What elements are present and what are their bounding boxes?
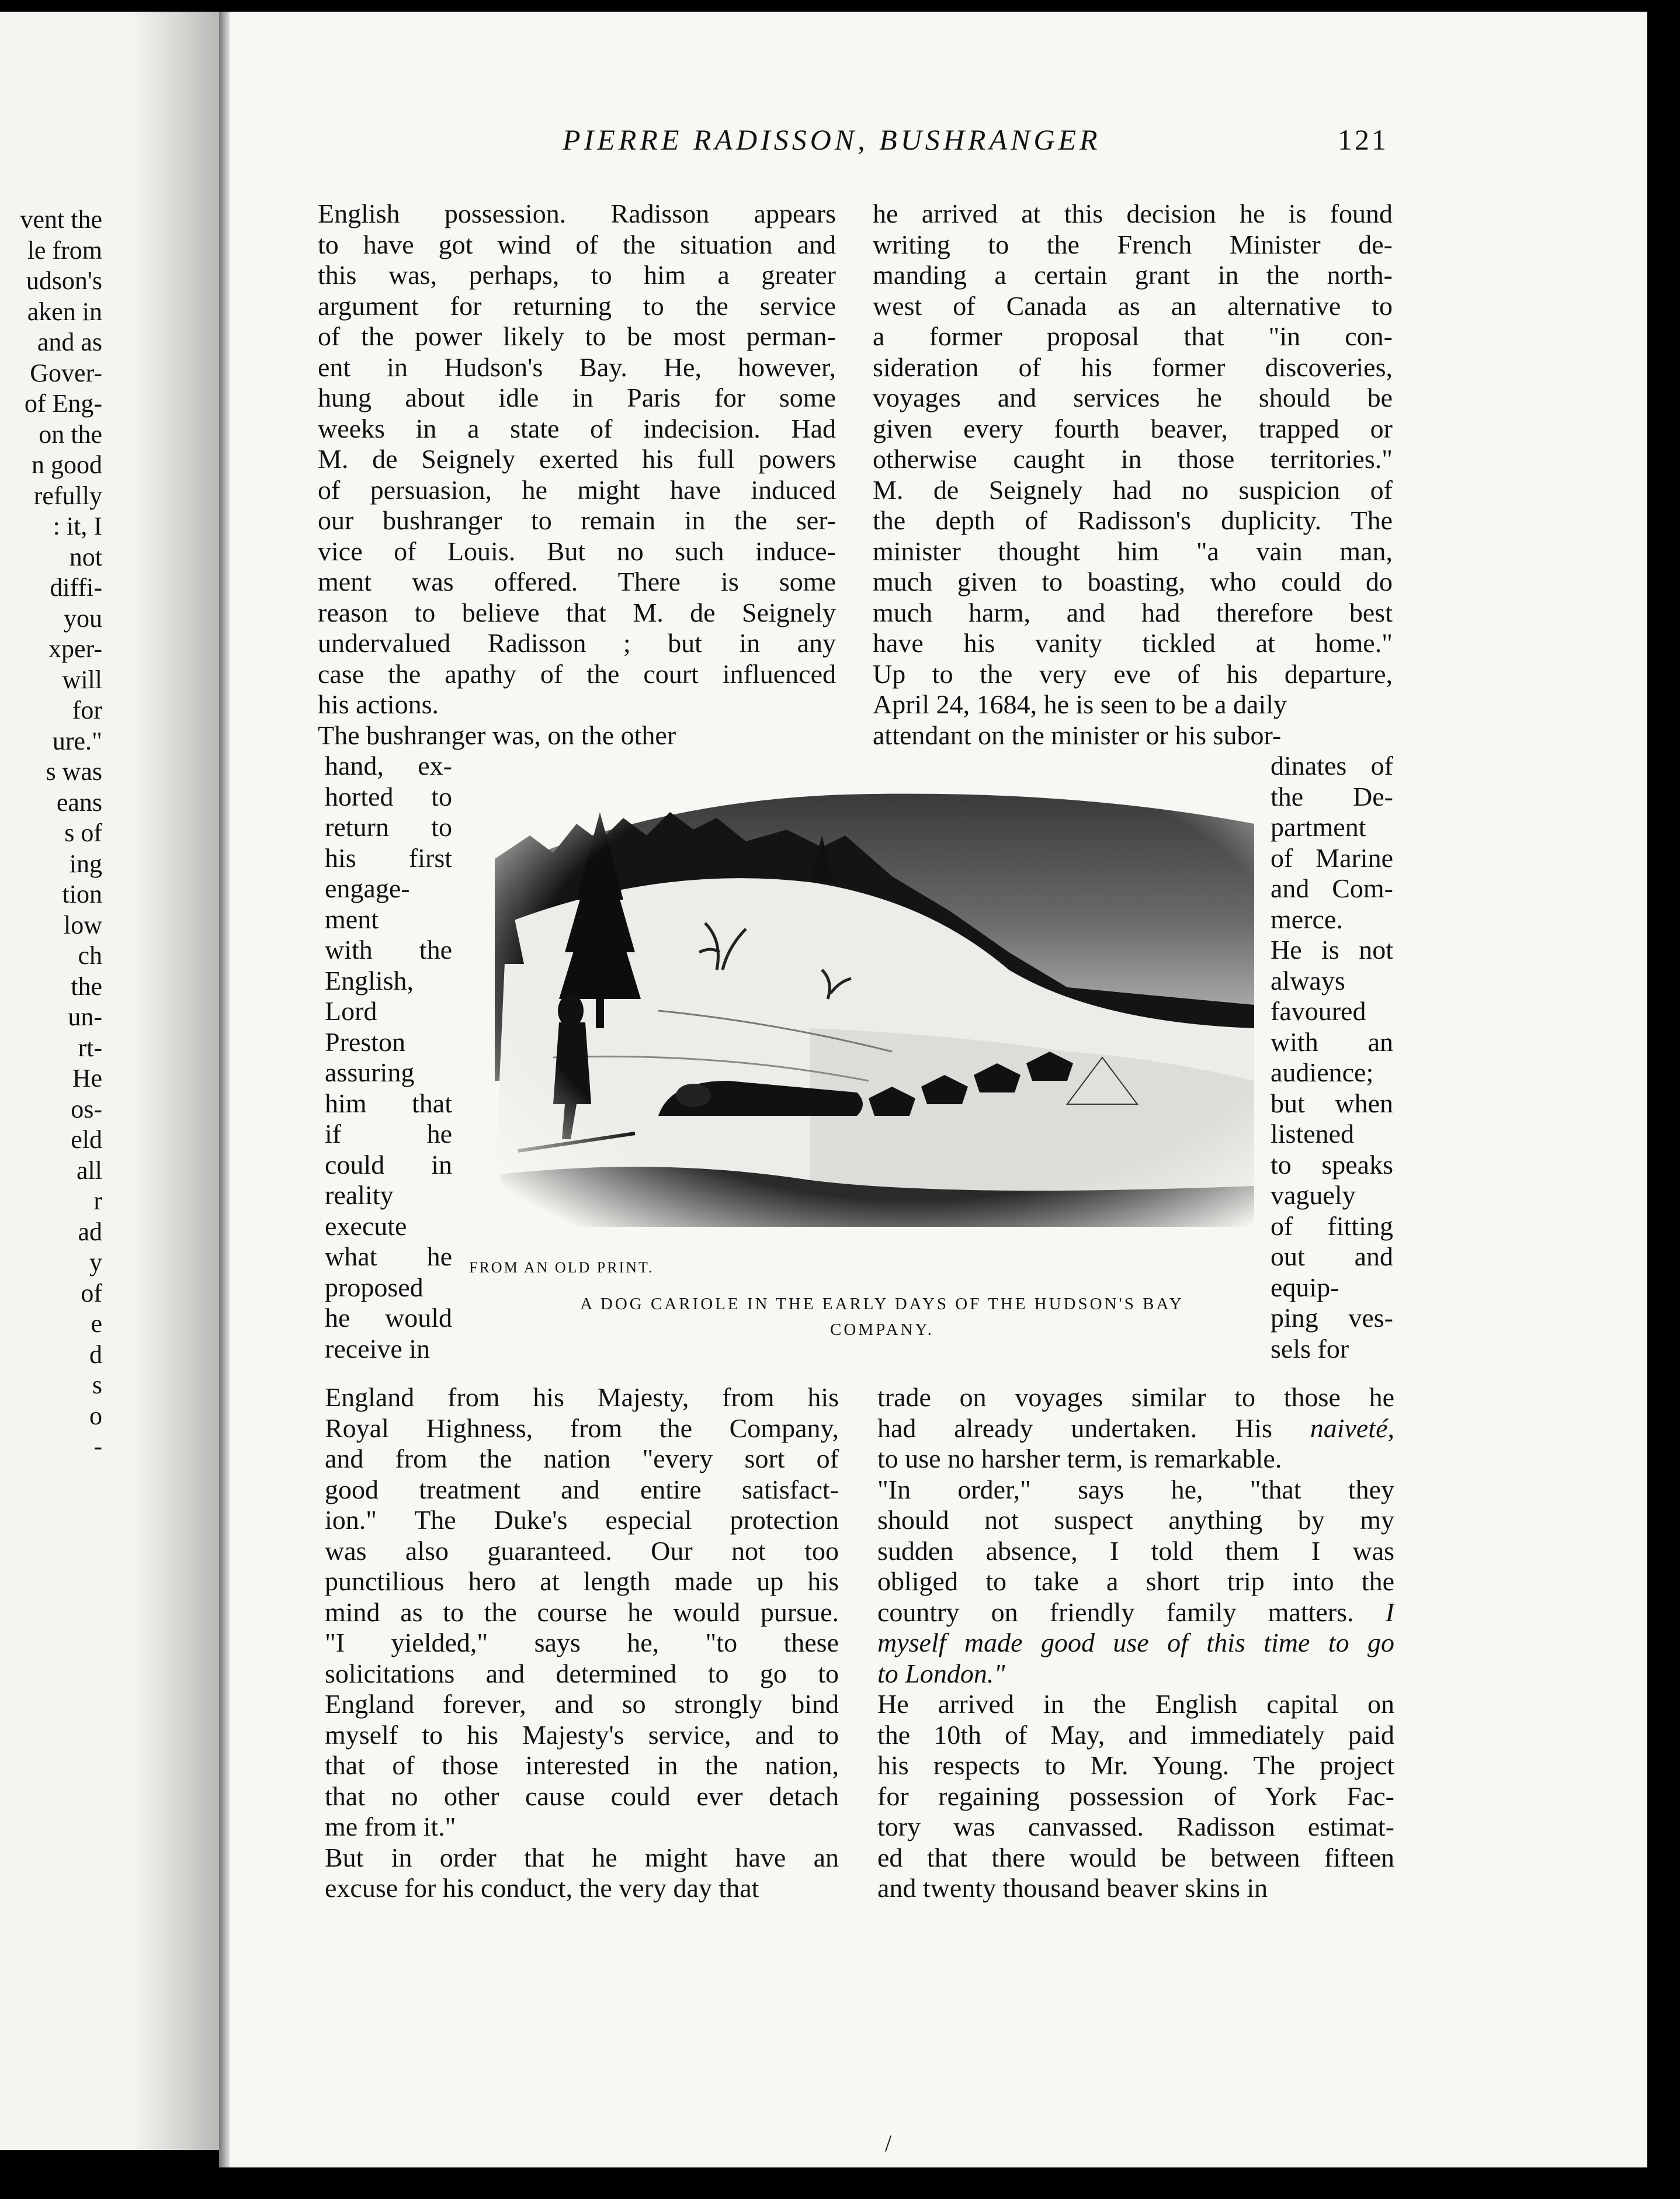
text-line: equip- [1271,1272,1339,1302]
text-line [877,1812,1394,1843]
text-line [877,1597,1394,1628]
text-line: s was [46,757,102,786]
text-line: Gover- [30,358,102,387]
text-line: He is not [1271,935,1393,965]
text-line: and Com- [1271,873,1393,903]
text-line: undervalued Radisson ; but in any [318,628,836,658]
text-run: should not suspect anything by my [877,1505,1394,1535]
text-line: weeks in a state of indecision. Had [318,413,836,443]
text-line: s [92,1371,102,1399]
text-run: tory was canvassed. Radisson estimat- [877,1812,1394,1841]
text-line: given every fourth beaver, trapped or [873,413,1393,443]
figure-caption-continued: COMPANY. [830,1320,934,1339]
text-line: of fitting [1271,1211,1393,1241]
column-1-wrap [325,751,452,1364]
text-run: had already undertaken. His [877,1413,1310,1443]
text-line: receive in [325,1333,431,1364]
text-line: audience; [1271,1057,1374,1087]
image-credit: FROM AN OLD PRINT. [469,1259,654,1276]
column-1-top [318,199,836,751]
text-line: of the power likely to be most perman- [318,321,836,351]
text-line [877,1628,1394,1659]
text-line: horted to [325,781,452,811]
text-run: obliged to take a short trip into the [877,1566,1394,1596]
column-1-bottom [325,1382,839,1904]
text-line: eans [56,788,102,817]
text-line: him that [325,1088,452,1118]
text-line: low [64,910,102,939]
text-line: could in [325,1149,452,1180]
text-line: s of [64,818,102,847]
engraving-image [483,777,1263,1227]
dog-cariole-illustration [483,777,1263,1227]
text-line [877,1413,1394,1444]
text-line: hand, ex- [325,751,452,781]
text-line: he arrived at this decision he is found [873,199,1393,228]
text-line: have his vanity tickled at home." [873,628,1393,658]
text-run: sudden absence, I told them I was [877,1535,1394,1566]
text-line: but when [1271,1088,1393,1118]
column-2-wrap [1271,751,1393,1364]
text-line: that no other cause could ever detach [325,1781,839,1811]
text-line: ure." [52,726,102,755]
text-line [877,1475,1394,1506]
text-line: English, [325,965,414,996]
text-run: "In order," says he, "that they [877,1474,1394,1504]
text-run: the 10th of May, and immediately paid [877,1719,1394,1750]
text-run: his respects to Mr. Young. The project [877,1750,1394,1780]
text-line: sideration of his former discoveries, [873,352,1393,382]
text-line [877,1750,1394,1781]
text-line: was also guaranteed. Our not too [325,1535,839,1566]
text-line: aken in [27,297,102,326]
text-line: M. de Seignely exerted his full powers [318,444,836,474]
text-line: to have got wind of the situation and [318,229,836,259]
text-line: refully [33,481,102,510]
italic-run: to London." [877,1658,1005,1688]
text-line [877,1873,1394,1904]
text-line: of persuasion, he might have induced [318,474,836,505]
text-line: out and [1271,1241,1393,1271]
text-line: excuse for his conduct, the very day that [325,1873,759,1903]
text-line: un- [68,1003,102,1031]
text-line: rt- [78,1033,102,1062]
text-line: diffi- [50,573,102,602]
text-run: for regaining possession of York Fac- [877,1781,1394,1811]
text-line: - [93,1432,102,1461]
text-line: e [91,1309,102,1338]
text-line: me from it." [325,1812,456,1841]
text-line: myself to his Majesty's service, and to [325,1719,839,1750]
text-line [877,1843,1394,1874]
text-line: of Eng- [24,389,102,418]
text-line: April 24, 1684, he is seen to be a daily [873,689,1287,719]
text-line: vent the [20,205,102,234]
text-line: minister thought him "a vain man, [873,536,1393,566]
text-line: engage- [325,873,410,903]
text-line: and from the nation "every sort of [325,1444,839,1473]
text-line: assuring [325,1057,415,1087]
text-line: with the [325,935,452,965]
text-line: But in order that he might have an [325,1842,839,1872]
text-line: his first [325,842,452,873]
italic-run: myself made good use of this time to go [877,1628,1394,1657]
text-run: and twenty thousand beaver skins in [877,1873,1268,1903]
text-line: xper- [48,634,102,663]
text-line: good treatment and entire satisfact- [325,1474,839,1504]
text-line: always [1271,965,1345,996]
text-line: listened [1271,1119,1355,1149]
text-line: if he [325,1119,452,1149]
text-line: ch [78,941,102,970]
figure-caption: A DOG CARIOLE IN THE EARLY DAYS OF THE HUDSON'S BAY [580,1295,1184,1313]
text-line: partment [1271,812,1366,842]
text-line: ping ves- [1271,1303,1393,1333]
text-line: the [71,972,102,1001]
text-line: reality [325,1180,394,1210]
text-line: : it, I [53,512,102,540]
text-line: return to [325,812,452,842]
text-line [877,1689,1394,1720]
gutter-shadow [131,12,219,2150]
text-line: ing [69,849,102,878]
text-line: writing to the French Minister de- [873,229,1393,259]
text-line [877,1720,1394,1751]
text-line: voyages and services he should be [873,383,1393,412]
text-line: his actions. [318,689,439,719]
text-line: this was, perhaps, to him a greater [318,260,836,290]
text-line: favoured [1271,996,1366,1026]
text-line: Royal Highness, from the Company, [325,1413,839,1443]
text-line: solicitations and determined to go to [325,1658,839,1688]
text-line: with an [1271,1026,1393,1057]
text-run: He arrived in the English capital on [877,1689,1394,1719]
italic-run: I [1385,1597,1394,1627]
text-line: udson's [26,266,102,295]
text-line [877,1566,1394,1597]
text-line: English possession. Radisson appears [318,199,836,228]
text-line: He [72,1064,102,1092]
text-line [877,1382,1394,1413]
text-line: west of Canada as an alternative to [873,290,1393,321]
text-line: our bushranger to remain in the ser- [318,505,836,535]
text-line: The bushranger was, on the other [318,720,676,750]
text-line: Lord [325,996,377,1026]
text-line: r [93,1187,102,1215]
text-line: le from [27,235,102,265]
text-line: that of those interested in the nation, [325,1750,839,1780]
text-line: ad [78,1217,102,1246]
text-line: eld [71,1125,102,1154]
text-line: tion [62,880,102,908]
text-line: on the [39,419,102,449]
text-line: ment was offered. There is some [318,567,836,596]
text-line: England forever, and so strongly bind [325,1689,839,1719]
text-line: n good [32,450,102,479]
text-line: of Marine [1271,842,1393,873]
text-line: merce. [1271,904,1343,934]
text-line: execute [325,1211,407,1241]
text-line: dinates of [1271,751,1393,781]
text-line [877,1659,1394,1690]
text-line: all [77,1156,102,1185]
text-line: to speaks [1271,1149,1393,1180]
text-line: much harm, and had therefore best [873,597,1393,627]
text-line: o [89,1401,102,1430]
text-line: argument for returning to the service [318,290,836,321]
text-run: trade on voyages similar to those he [877,1382,1394,1412]
text-line: reason to believe that M. de Seignely [318,597,836,627]
text-line: not [69,542,102,571]
text-run: country on friendly family matters. [877,1597,1386,1627]
page-number: 121 [1338,123,1389,156]
column-2-top [873,199,1393,751]
text-line: will [62,665,102,694]
running-head: PIERRE RADISSON, BUSHRANGER [563,123,1101,156]
text-line: for [72,696,102,724]
text-line: ent in Hudson's Bay. He, however, [318,352,836,382]
text-line: sels for [1271,1333,1349,1364]
text-line: England from his Majesty, from his [325,1382,839,1412]
text-line: a former proposal that "in con- [873,321,1393,351]
text-line: punctilious hero at length made up his [325,1566,839,1596]
text-line: M. de Seignely had no suspicion of [873,474,1393,505]
page-edge [219,12,230,2167]
text-line: vice of Louis. But no such induce- [318,536,836,566]
text-line: otherwise caught in those territories." [873,444,1393,474]
text-line: of [81,1278,102,1307]
text-line: ment [325,904,379,934]
text-run: to use no harsher term, is remarkable. [877,1444,1282,1473]
italic-run: naiveté, [1310,1413,1394,1443]
text-line: attendant on the minister or his subor- [873,720,1282,750]
left-page-text [0,204,102,1462]
text-line [877,1781,1394,1812]
text-line: the De- [1271,781,1393,811]
text-line: hung about idle in Paris for some [318,383,836,412]
text-line: y [89,1248,102,1277]
text-line: os- [71,1094,102,1123]
text-line: "I yielded," says he, "to these [325,1628,839,1657]
text-line: what he [325,1241,452,1271]
text-line: much given to boasting, who could do [873,567,1393,596]
text-line: Preston [325,1026,405,1057]
text-line: the depth of Radisson's duplicity. The [873,505,1393,535]
text-line: he would [325,1303,452,1333]
text-line: you [64,603,102,633]
text-line [877,1444,1394,1475]
text-line: Up to the very eve of his departure, [873,658,1393,689]
text-line: ion." The Duke's especial protection [325,1505,839,1535]
text-line: d [89,1340,102,1369]
text-line: proposed [325,1272,424,1302]
text-line: and as [37,328,102,356]
text-line: vaguely [1271,1180,1356,1210]
stray-mark: / [885,2130,892,2156]
text-line: case the apathy of the court influenced [318,658,836,689]
column-2-bottom [877,1382,1394,1904]
text-line: manding a certain grant in the north- [873,260,1393,290]
text-line [877,1536,1394,1567]
text-run: ed that there would be between fifteen [877,1842,1394,1872]
text-line [877,1505,1394,1536]
magazine-page [219,12,1647,2167]
text-line: mind as to the course he would pursue. [325,1597,839,1627]
left-page-fragment [0,12,219,2150]
